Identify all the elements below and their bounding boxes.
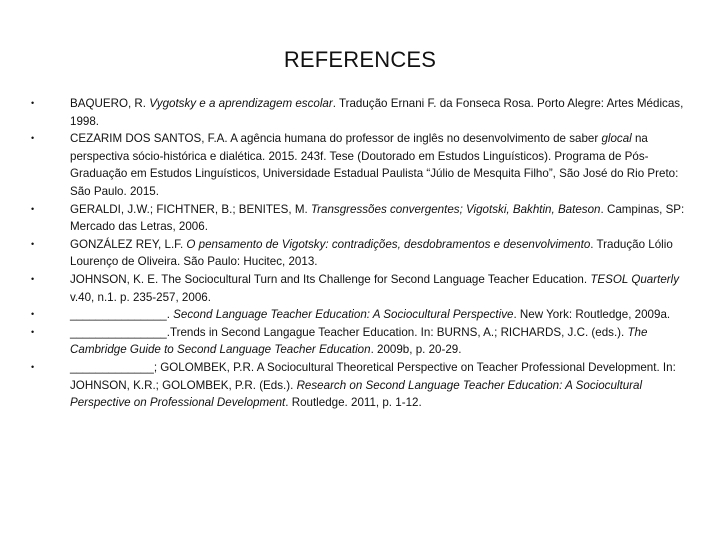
references-list (30, 95, 685, 412)
reference-text (70, 326, 647, 357)
reference-segment: BAQUERO, R. (70, 97, 150, 110)
reference-item (30, 359, 685, 412)
reference-title-italic: Second Language Teacher Education: A Sociocultural Perspective (173, 308, 514, 322)
reference-segment: v.40, n.1. p. 235-257, 2006. (70, 290, 211, 304)
reference-title-italic: O pensamento de Vigotsky: contradições, desdobramentos e desenvolvimento (186, 237, 591, 251)
reference-segment: _____________; GOLOMBEK, P.R. A Sociocultural Theoretical Perspective on Teacher Professional Development. In: JOHNSON, K.R.; GOLOMBEK, P.R. (Eds.). (70, 360, 676, 392)
bullet-icon: • (31, 361, 35, 372)
reference-segment: GONZÁLEZ REY, L.F. (70, 237, 187, 251)
reference-title-italic: Vygotsky e a aprendizagem escolar (149, 97, 333, 110)
reference-item (30, 201, 685, 236)
reference-segment: GERALDI, J.W.; FICHTNER, B.; BENITES, M. (70, 202, 311, 216)
reference-segment: CEZARIM DOS SANTOS, F.A. A agência humana do professor de inglês no desenvolvimento de saber (70, 132, 602, 146)
reference-item (30, 95, 685, 130)
bullet-icon: • (31, 203, 35, 214)
reference-text (70, 132, 678, 198)
reference-text (70, 203, 684, 234)
reference-text (70, 308, 670, 321)
page-title: REFERENCES (283, 46, 437, 72)
reference-item (30, 236, 685, 271)
reference-title-italic: Transgressões convergentes; Vigotski, Bakhtin, Bateson (310, 202, 601, 216)
bullet-icon: • (31, 326, 35, 337)
reference-item (30, 271, 685, 306)
reference-segment: . Tradução Lólio Lourenço de Oliveira. São Paulo: Hucitec, 2013. (70, 237, 673, 269)
reference-segment: . New York: Routledge, 2009a. (513, 308, 671, 322)
reference-segment: _______________.Trends in Second Langague Teacher Education. In: BURNS, A.; RICHARDS, J.C. (eds.). (70, 325, 628, 339)
reference-text (70, 97, 683, 128)
reference-segment: . 2009b, p. 20-29. (370, 343, 462, 357)
reference-segment: _______________. (70, 308, 174, 322)
bullet-icon: • (31, 98, 35, 108)
reference-text (70, 273, 679, 304)
reference-item (30, 306, 685, 324)
reference-segment: na perspectiva sócio-histórica e dialética. 2015. 243f. Tese (Doutorado em Estudos Linguísticos). Programa de Pós-Graduação em Estudos Linguísticos, Universidade Estadual Paulista “Júlio de Mesquita Filho”, São José do Rio Preto: São Paulo. 2015. (70, 132, 679, 198)
reference-title-italic: TESOL Quarterly (590, 272, 680, 286)
reference-item (30, 324, 685, 359)
reference-text (70, 361, 676, 409)
reference-segment: . Campinas, SP: Mercado das Letras, 2006. (70, 202, 685, 234)
reference-title-italic: Research on Second Language Teacher Education: A Sociocultural Perspective on Professional Development (70, 378, 643, 410)
bullet-icon: • (31, 133, 35, 144)
reference-title-italic: The Cambridge Guide to Second Language Teacher Education (70, 325, 648, 357)
bullet-icon: • (31, 238, 35, 249)
reference-segment: . Routledge. 2011, p. 1-12. (285, 396, 422, 410)
reference-segment: . Tradução Ernani F. da Fonseca Rosa. Porto Alegre: Artes Médicas, 1998. (70, 97, 684, 128)
bullet-icon: • (31, 309, 35, 320)
reference-title-italic: glocal (601, 132, 632, 146)
reference-segment: JOHNSON, K. E. The Sociocultural Turn and Its Challenge for Second Language Teacher Education. (70, 272, 591, 286)
reference-text (70, 238, 673, 269)
bullet-icon: • (31, 273, 35, 284)
reference-item (30, 130, 685, 200)
